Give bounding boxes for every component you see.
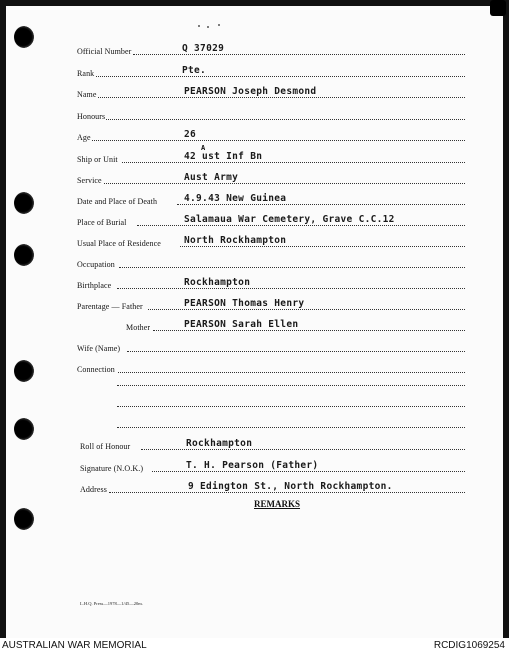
connection-line: [117, 406, 465, 407]
field-line: [96, 76, 465, 77]
field-value: Aust Army: [184, 172, 239, 183]
field-label: Connection: [77, 365, 115, 374]
unit-caret: A: [201, 144, 206, 152]
field-line: [148, 309, 465, 310]
field-label: Age: [77, 133, 91, 142]
field-line: [153, 330, 465, 331]
field-label: Name: [77, 90, 97, 99]
remarks-heading: REMARKS: [254, 499, 301, 509]
field-signature: [0, 459, 509, 475]
field-label: Service: [77, 176, 102, 185]
field-value: 4.9.43 New Guinea: [184, 193, 287, 204]
field-label: Parentage — Father: [77, 302, 143, 311]
field-line: [122, 162, 465, 163]
field-label: Occupation: [77, 260, 115, 269]
field-line: [106, 119, 465, 120]
printer-imprint: L.H.Q. Press—1978—1/45—20m.: [80, 601, 143, 606]
field-death: [0, 192, 509, 208]
field-line: [119, 267, 465, 268]
field-value: Salamaua War Cemetery, Grave C.C.12: [184, 214, 395, 225]
field-wife: [0, 339, 509, 355]
archive-id: RCDIG1069254: [433, 640, 505, 651]
field-mother: [0, 318, 509, 334]
field-line: [92, 140, 465, 141]
field-line: [180, 246, 465, 247]
field-value: 9 Edington St., North Rockhampton.: [188, 481, 393, 492]
archive-footer: [0, 638, 509, 654]
field-label: Birthplace: [77, 281, 112, 290]
field-value: PEARSON Thomas Henry: [184, 298, 305, 309]
field-label: Wife (Name): [77, 344, 121, 353]
field-value: Rockhampton: [184, 277, 251, 288]
field-label: Rank: [77, 69, 95, 78]
field-line: [127, 351, 465, 352]
field-label: Mother: [126, 323, 151, 332]
field-label: Usual Place of Residence: [77, 239, 161, 248]
field-ship-or-unit: [0, 144, 509, 166]
field-occupation: [0, 255, 509, 271]
field-line: [109, 492, 465, 493]
punch-hole: [14, 508, 34, 530]
field-label: Place of Burial: [77, 218, 127, 227]
field-value: T. H. Pearson (Father): [186, 460, 319, 471]
field-connection: [0, 360, 509, 376]
field-value: 42 ust Inf Bn: [184, 151, 263, 162]
field-line: [137, 225, 465, 226]
field-birthplace: [0, 276, 509, 292]
field-label: Signature (N.O.K.): [80, 464, 144, 473]
field-name: [0, 85, 509, 101]
field-age: [0, 128, 509, 144]
field-rank: [0, 64, 509, 80]
field-label: Date and Place of Death: [77, 197, 158, 206]
field-label: Official Number: [77, 47, 132, 56]
corner-mark: [490, 0, 506, 16]
field-line: [133, 54, 465, 55]
field-line: [177, 204, 465, 205]
field-roll-of-honour: [0, 437, 509, 453]
field-address: [0, 480, 509, 496]
field-line: [152, 471, 465, 472]
connection-line: [117, 385, 465, 386]
field-label: Ship or Unit: [77, 155, 118, 164]
field-line: [104, 183, 465, 184]
field-honours: [0, 107, 509, 123]
field-line: [98, 97, 465, 98]
archive-name: AUSTRALIAN WAR MEMORIAL: [2, 640, 147, 651]
field-value: Pte.: [182, 65, 207, 76]
scan-edge-top: [0, 0, 509, 6]
field-label: Roll of Honour: [80, 442, 131, 451]
field-label: Address: [80, 485, 107, 494]
field-value: Q 37029: [182, 43, 225, 54]
field-value: 26: [184, 129, 197, 140]
field-official-number: [0, 42, 509, 58]
field-label: Honours: [77, 112, 106, 121]
field-line: [141, 449, 465, 450]
field-value: North Rockhampton: [184, 235, 287, 246]
field-service: [0, 171, 509, 187]
field-residence: [0, 234, 509, 250]
field-line: [118, 372, 465, 373]
field-value: PEARSON Joseph Desmond: [184, 86, 317, 97]
field-line: [117, 288, 465, 289]
field-value: Rockhampton: [186, 438, 253, 449]
field-value: PEARSON Sarah Ellen: [184, 319, 299, 330]
ink-specks: [198, 24, 224, 28]
connection-line: [117, 427, 465, 428]
field-father: [0, 297, 509, 313]
field-burial: [0, 213, 509, 229]
